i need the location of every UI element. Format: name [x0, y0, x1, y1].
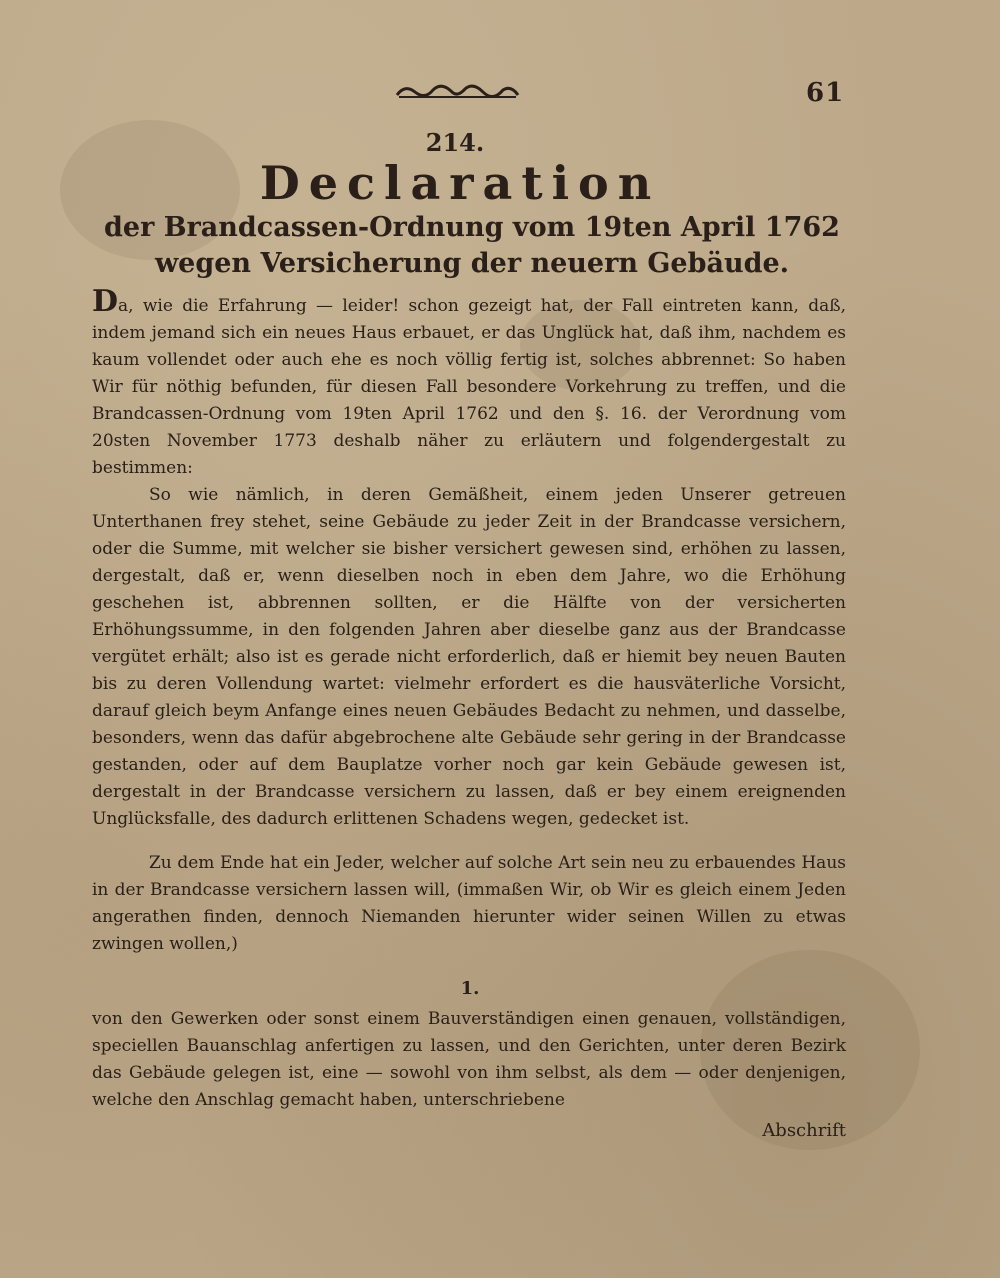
paragraph-1-text: a, wie die Erfahrung — leider! schon gezeigt hat, der Fall eintreten kann, daß, indem jemand sich ein neues Haus erbauet, er das Unglück hat, daß ihm, nachdem es kaum vollendet oder auch ehe es noch völlig fertig ist, solches abbrennet: So haben Wir für nöthig befunden, für diesen Fall besondere Vorkehrung zu treffen, und die Brandcassen-Ordnung vom 19ten April 1762 und den §. 16. der Verordnung vom 20sten November 1773 deshalb näher zu erläutern und folgendergestalt zu bestimmen: — [92, 296, 846, 478]
document-title: Declaration — [259, 156, 661, 210]
document-subtitle: der Brandcassen-Ordnung vom 19ten April 1762 wegen Versicherung der neuern Gebäude. — [104, 212, 840, 279]
page-number: 61 — [806, 78, 845, 108]
header-ornament — [395, 80, 520, 102]
catchword: Abschrift — [762, 1120, 846, 1141]
paragraph-2: So wie nämlich, in deren Gemäßheit, einem jeden Unserer getreuen Unterthanen frey stehet, seine Gebäude zu jeder Zeit in der Brandcasse versichern, oder die Summe, mit welcher sie bisher versichert gewesen sind, erhöhen zu lassen, dergestalt, daß er, wenn dieselben noch in eben dem Jahre, wo die Erhöhung geschehen ist, abbrennen sollten, er die Hälfte von der versicherten Erhöhungssumme, in den folgenden Jahren aber dieselbe ganz aus der Brandcasse vergütet erhält; also ist es gerade nicht erforderlich, daß er hiemit bey neuen Bauten bis zu deren Vollendung wartet: vielmehr erfordert es die hausväterliche Vorsicht, darauf gleich beym Anfange eines neuen Gebäudes Bedacht zu nehmen, und dasselbe, besonders, wenn das dafür abgebrochene alte Gebäude sehr gering in der Brandcasse gestanden, oder auf dem Bauplatze vorher noch gar kein Gebäude gewesen ist, dergestalt in der Brandcasse versichern zu lassen, daß er bey einem ereignenden Unglücksfalle, des dadurch erlittenen Schadens wegen, gedecket ist. — [92, 485, 846, 829]
paragraph-3: Zu dem Ende hat ein Jeder, welcher auf solche Art sein neu zu erbauendes Haus in der Brandcasse versichern lassen will, (immaßen Wir, ob Wir es gleich einem Jeden angerathen finden, dennoch Niemanden hierunter wider seinen Willen zu etwas zwingen wollen,) — [92, 853, 846, 954]
paragraph-1 — [92, 284, 846, 482]
document-number: 214. — [425, 128, 485, 157]
paragraph-4: von den Gewerken oder sonst einem Bauverständigen einen genauen, vollständigen, speciellen Bauanschlag anfertigen zu lassen, und den Gerichten, unter deren Bezirk das Gebäude gelegen ist, eine — sowohl von ihm selbst, als dem — oder denjenigen, welche den Anschlag gemacht haben, unterschriebene — [92, 1009, 846, 1110]
section-number: 1. — [460, 978, 480, 999]
initial-letter: D — [92, 284, 119, 319]
